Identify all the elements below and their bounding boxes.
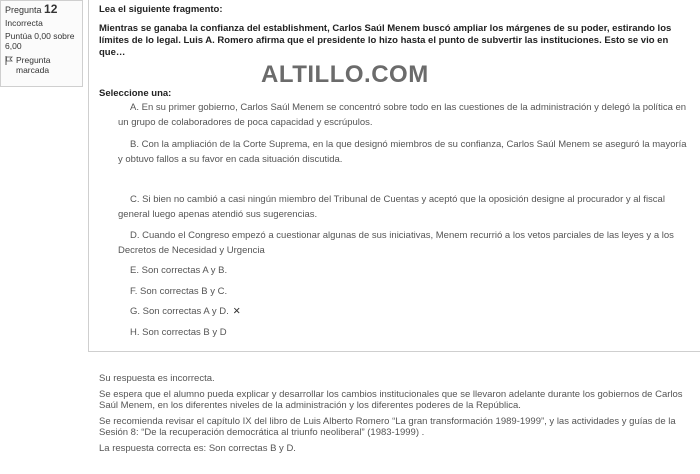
answer-option-g[interactable]	[130, 304, 700, 319]
flag-icon	[5, 56, 13, 65]
answer-option-b[interactable]	[118, 137, 690, 167]
correct-answer: La respuesta correcta es: Son correctas B y D.	[99, 442, 296, 454]
answer-option-c[interactable]	[118, 192, 690, 222]
feedback-panel	[99, 373, 691, 458]
option-text: E. Son correctas A y B.	[130, 265, 228, 276]
flag-label: Pregunta marcada	[16, 55, 51, 75]
question-status: Incorrecta	[5, 18, 43, 28]
incorrect-mark-icon: ✕	[232, 306, 241, 317]
answer-option-f[interactable]	[130, 284, 700, 299]
question-info-panel	[0, 0, 83, 87]
answer-option-h[interactable]	[130, 325, 700, 340]
answer-option-d[interactable]	[118, 228, 690, 258]
question-panel	[88, 0, 700, 352]
option-text: D. Cuando el Congreso empezó a cuestionar algunas de sus iniciativas, Menem recurrió a los vetos parciales de las leyes y a los Decretos de Necesidad y Urgencia	[118, 230, 674, 256]
feedback-recommendation: Se recomienda revisar el capítulo IX del libro de Luis Alberto Romero “La gran transformación 1989-1999”, y las actividades y guías de la Sesión 8: “De la recuperación democrática al triunfo neoliberal” (1983-1999) .	[99, 415, 676, 438]
feedback-explanation: Se espera que el alumno pueda explicar y desarrollar los cambios institucionales que se llevaron adelante durante los gobiernos de Carlos Saúl Menem, en los diferentes niveles de la administración y los diferentes poderes de la República.	[99, 388, 683, 411]
option-text: B. Con la ampliación de la Corte Suprema, en la que designó miembros de su confianza, Carlos Saúl Menem se aseguró la mayoría y obtuvo fallos a su favor en cada situación discutida.	[118, 139, 687, 165]
feedback-result: Su respuesta es incorrecta.	[99, 373, 215, 384]
option-text: C. Si bien no cambió a casi ningún miembro del Tribunal de Cuentas y aceptó que la oposición designe al procurador y al fiscal general luego apenas atendió sus sugerencias.	[118, 194, 665, 220]
option-text: F. Son correctas B y C.	[130, 286, 228, 297]
question-number: 12	[44, 2, 58, 16]
answer-option-e[interactable]	[130, 263, 700, 278]
question-label: Pregunta	[5, 5, 42, 15]
option-text: H. Son correctas B y D	[130, 327, 227, 338]
question-number-line	[5, 4, 78, 15]
option-text: A. En su primer gobierno, Carlos Saúl Menem se concentró sobre todo en las cuestiones de la administración y delegó la política en un grupo de colaboradores de poca capacidad y escrúpulos.	[118, 102, 687, 128]
question-score: Puntúa 0,00 sobre 6,00	[5, 31, 75, 51]
select-label: Seleccione una:	[99, 88, 172, 99]
question-fragment: Mientras se ganaba la confianza del establishment, Carlos Saúl Menem buscó ampliar los márgenes de su poder, estirando los límites de lo legal. Luis A. Romero afirma que el presidente lo hizo hasta el punto de subvertir las instituciones. Esto se vio en que…	[99, 23, 672, 58]
answer-option-a[interactable]	[118, 100, 690, 130]
watermark: ALTILLO.COM	[261, 61, 429, 88]
option-text: G. Son correctas A y D.	[130, 306, 229, 317]
flag-question-toggle[interactable]	[5, 55, 78, 75]
question-heading: Lea el siguiente fragmento:	[99, 4, 223, 15]
